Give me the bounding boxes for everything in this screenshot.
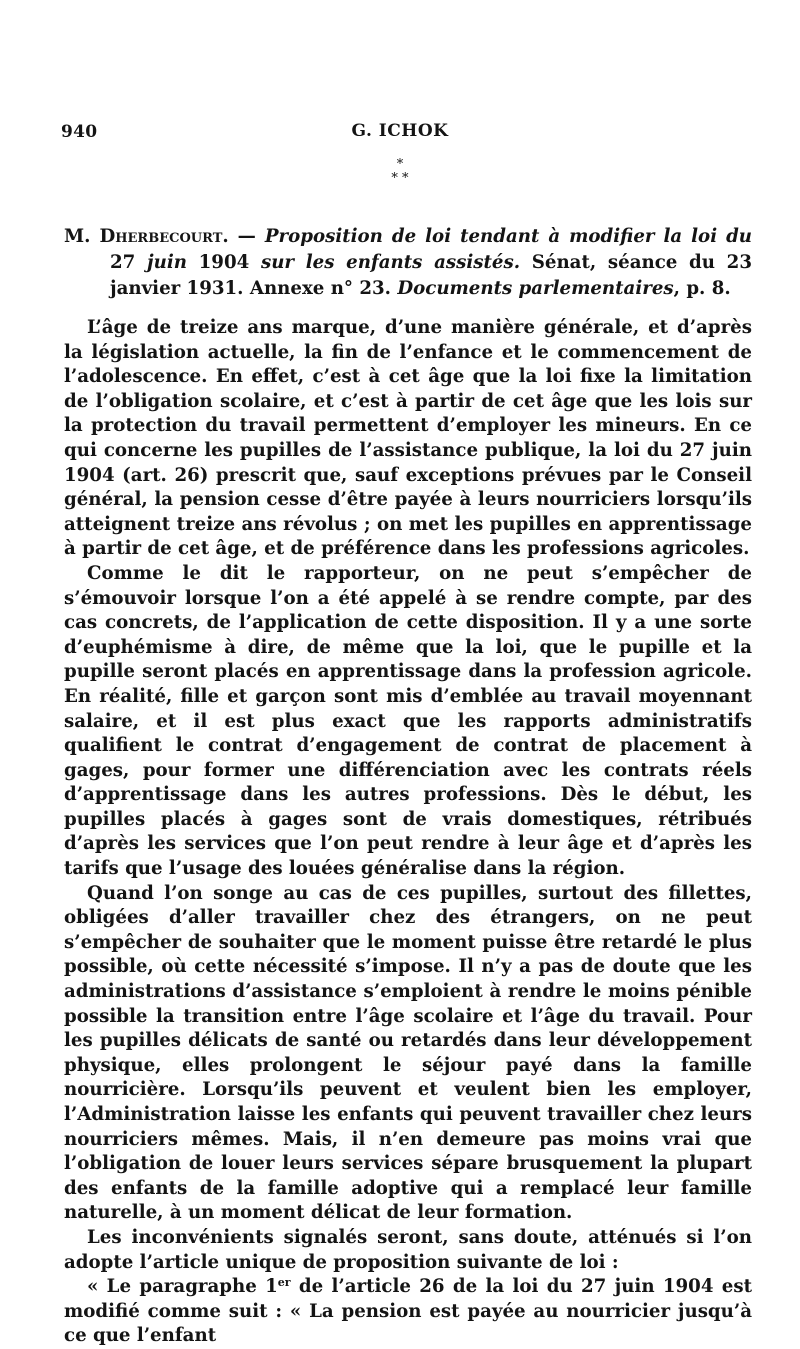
asterism (0, 158, 800, 186)
quote-open: « Le paragraphe 1 (87, 1276, 278, 1298)
citation-title-year: 1904 (186, 252, 261, 273)
citation-session: Sénat, séance du 23 janvier 1931. Annexe n° 23. (110, 252, 752, 299)
running-head: G. ICHOK (351, 121, 449, 141)
citation-title-date: 27 (110, 252, 148, 273)
asterism-bottom: * * (391, 171, 409, 186)
citation-page-ref: , p. 8. (673, 278, 731, 299)
citation-dash: . — (222, 226, 265, 247)
citation-author-prefix: M. (64, 226, 100, 247)
paragraph: Quand l’on songe au cas de ces pupilles, surtout des fillettes, obligées d’aller travailler chez des étrangers, on ne peut s’empêcher de souhaiter que le moment puisse être retardé le plus possible, où cette nécessité s’impose. Il n’y a pas de doute que les administrations d’assistance s’emploient à rendre le moins pénible possible la transition entre l’âge scolaire et l’âge du travail. Pour les pupilles délicats de santé ou retardés dans leur développement physique, elles prolongent le séjour payé dans la famille nourricière. Lorsqu’ils peuvent et veulent bien les employer, l’Administration laisse les enfants qui peuvent travailler chez leurs nourriciers mêmes. Mais, il n’en demeure pas moins vrai que l’obligation de louer leurs services sépare brusquement la plupart des enfants de la famille adoptive qui a remplacé leur famille naturelle, à un moment délicat de leur formation. (64, 882, 752, 1224)
body-text (64, 316, 752, 1349)
citation-title-part3: sur les enfants assistés. (260, 252, 521, 273)
page-number: 940 (61, 122, 98, 142)
quote-superscript: er (277, 1276, 291, 1290)
citation-docs: Documents parlementaires (397, 278, 674, 299)
asterism-top: * (396, 157, 404, 172)
paragraph: Comme le dit le rapporteur, on ne peut s’empêcher de s’émouvoir lorsque l’on a été appelé à se rendre compte, par des cas concrets, de l’application de cette disposition. Il y a une sorte d’euphémisme à dire, de même que la loi, que le pupille et la pupille seront placés en apprentissage dans la profession agricole. En réalité, fille et garçon sont mis d’emblée au travail moyennant salaire, et il est plus exact que les rapports administratifs qualifient le contrat d’engagement de contrat de placement à gages, pour former une différenciation avec les contrats réels d’apprentissage dans les autres professions. Dès le début, les pupilles placés à gages sont de vrais domestiques, rétribués d’après les services que l’on peut rendre à leur âge et d’après les tarifs que l’usage des louées généralise dans la région. (64, 562, 752, 880)
quoted-article (64, 1275, 752, 1349)
citation-title-part2: juin (147, 252, 187, 273)
citation-author-name: Dherbecourt (99, 226, 223, 247)
citation-title-part1: Proposition de loi tendant à modifier la loi du (264, 226, 753, 247)
quote-rest: de l’article 26 de la loi du 27 juin 1904 est modifié comme suit : « La pension est payée au nourricier jusqu’à ce que l’enfant (64, 1276, 753, 1347)
bibliographic-citation (64, 224, 752, 302)
paragraph: Les inconvénients signalés seront, sans doute, atténués si l’on adopte l’article unique de proposition suivante de loi : (64, 1226, 752, 1273)
paragraph: L’âge de treize ans marque, d’une manière générale, et d’après la législation actuelle, la fin de l’enfance et le commencement de l’adolescence. En effet, c’est à cet âge que la loi fixe la limitation de l’obligation scolaire, et c’est à partir de cet âge que les lois sur la protection du travail permettent d’employer les mineurs. En ce qui concerne les pupilles de l’assistance publique, la loi du 27 juin 1904 (art. 26) prescrit que, sauf exceptions prévues par le Conseil général, la pension cesse d’être payée à leurs nourriciers lorsqu’ils atteignent treize ans révolus ; on met les pupilles en apprentissage à partir de cet âge, et de préférence dans les professions agricoles. (64, 317, 752, 560)
